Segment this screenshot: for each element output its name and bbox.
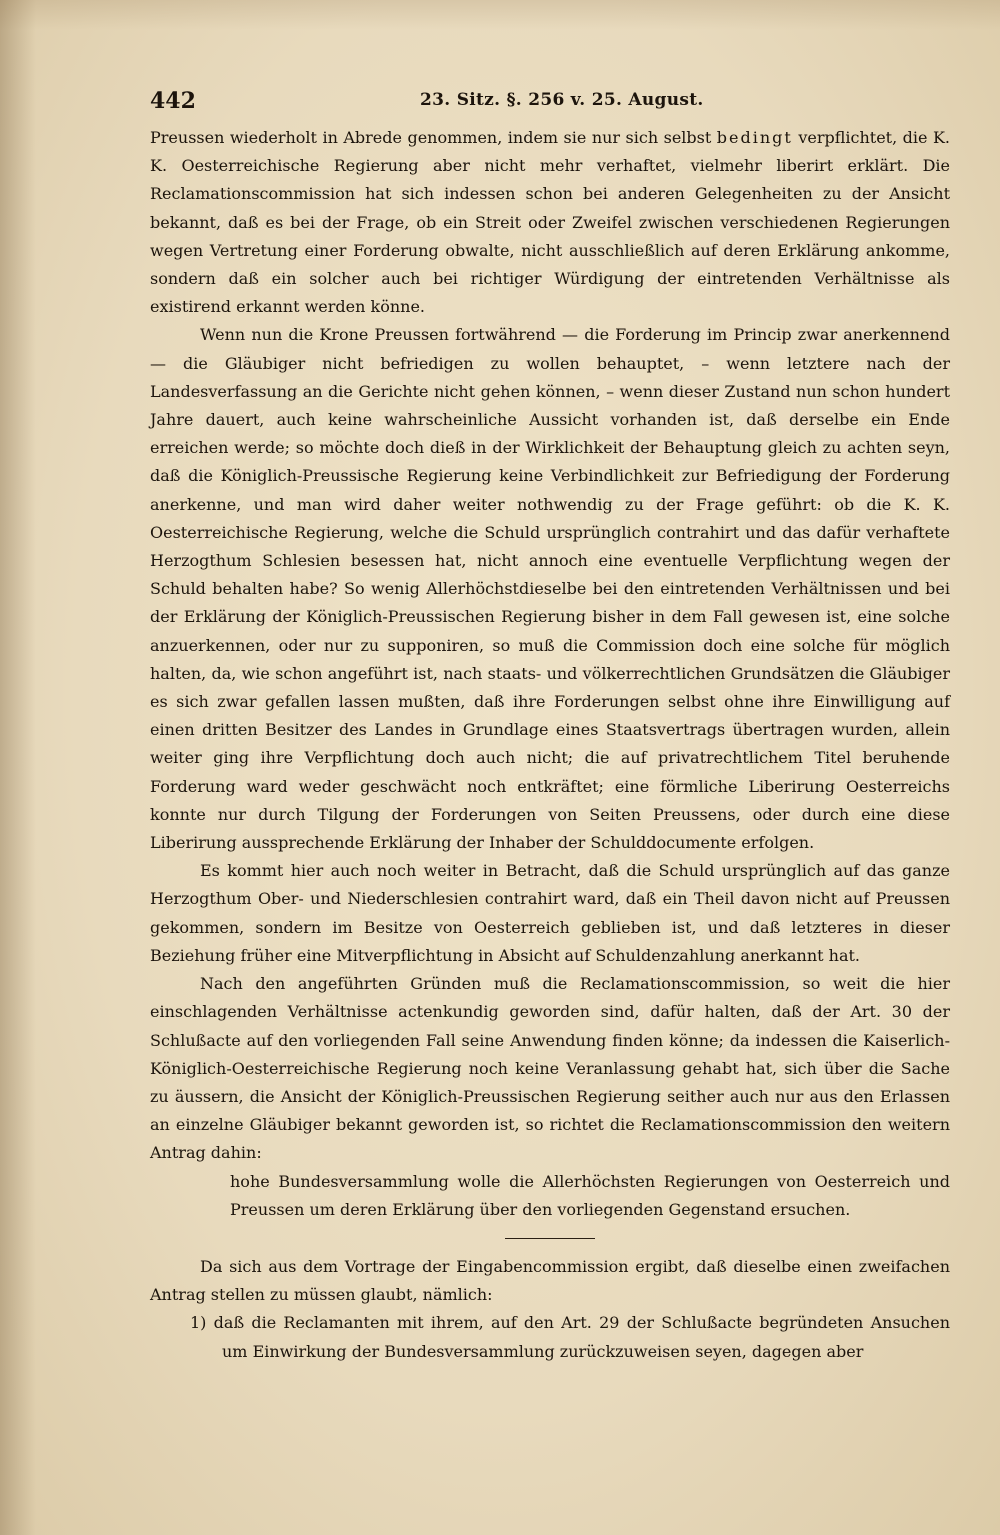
emphasis-bedingt: bedingt [716,128,793,147]
paragraph-1 [150,124,950,321]
paragraph-1-part-c: verpflichtet, die K. K. Oesterreichische Regierung aber nicht mehr verhaftet, vielmehr liberirt erklärt. Die Reclamationscommission hat sich indessen schon bei anderen Gelegenheiten zu der Ansicht bekannt, daß es bei der Frage, ob ein Streit oder Zweifel zwischen verschiedenen Regierungen wegen Vertretung einer Forderung obwalte, nicht ausschließlich auf deren Erklärung ankomme, sondern daß ein solcher auch bei richtiger Würdigung der eintretenden Verhältnisse als existirend erkannt werden könne. [150,128,951,317]
list-item-number: 1) [190,1313,207,1333]
page-top-shadow [0,0,1000,30]
paragraph-6: Da sich aus dem Vortrage der Eingabencommission ergibt, daß dieselbe einen zweifachen Antrag stellen zu müssen glaubt, nämlich: [150,1256,950,1305]
paragraph-4: Nach den angeführten Gründen muß die Reclamationscommission, so weit die hier einschlagenden Verhältnisse actenkundig geworden sind, dafür halten, daß der Art. 30 der Schlußacte auf den vorliegenden Fall seine Anwendung finden könne; da indessen die Kaiserlich-Königlich-Oesterreichische Regierung noch keine Veranlassung gehabt hat, sich über die Sache zu äussern, die Ansicht der Königlich-Preussischen Regierung seither auch nur aus den Erlassen an einzelne Gläubiger bekannt geworden ist, so richtet die Reclamationscommission den weitern Antrag dahin: [150,974,950,1163]
section-divider [505,1238,595,1239]
list-item-1 [150,1309,950,1365]
resolution-paragraph: hohe Bundesversammlung wolle die Allerhöchsten Regierungen von Oesterreich und Preussen um deren Erklärung über den vorliegenden Gegenstand ersuchen. [230,1171,950,1219]
paragraph-3: Es kommt hier auch noch weiter in Betracht, daß die Schuld ursprünglich auf das ganze Herzogthum Ober- und Niederschlesien contrahirt ward, daß ein Theil davon nicht auf Preussen gekommen, sondern im Besitze von Oesterreich geblieben ist, und daß letzteres in dieser Beziehung früher eine Mitverpflichtung in Absicht auf Schuldenzahlung anerkannt hat. [150,861,950,965]
body-text [150,124,950,1366]
page-edge-shadow [0,0,36,1535]
page-number: 442 [150,88,196,114]
page-header [150,88,948,118]
paragraph-1-part-a: Preussen wiederholt in Abrede genommen, indem sie nur sich selbst [150,128,712,147]
running-head: 23. Sitz. §. 256 v. 25. August. [420,90,704,110]
paragraph-2: Wenn nun die Krone Preussen fortwährend — die Forderung im Princip zwar anerkennend — die Gläubiger nicht befriedigen zu wollen behauptet, – wenn letztere nach der Landesverfassung an die Gerichte nicht gehen können, – wenn dieser Zustand nun schon hundert Jahre dauert, auch keine wahrscheinliche Aussicht vorhanden ist, daß derselbe ein Ende erreichen werde; so möchte doch dieß in der Wirklichkeit der Behauptung gleich zu achten seyn, daß die Königlich-Preussische Regierung keine Verbindlichkeit zur Befriedigung der Forderung anerkenne, und man wird daher weiter nothwendig zu der Frage geführt: ob die K. K. Oesterreichische Regierung, welche die Schuld ursprünglich contrahirt und das dafür verhaftete Herzogthum Schlesien besessen hat, nicht annoch eine eventuelle Verpflichtung wegen der Schuld behalten habe? So wenig Allerhöchstdieselbe bei den eintretenden Verhältnissen und bei der Erklärung der Königlich-Preussischen Regierung bisher in dem Fall gewesen ist, eine solche anzuerkennen, oder nur zu supponiren, so muß die Commission doch eine solche für möglich halten, da, wie schon angeführt ist, nach staats- und völkerrechtlichen Grundsätzen die Gläubiger es sich zwar gefallen lassen mußten, daß ihre Forderungen selbst ohne ihre Einwilligung auf einen dritten Besitzer des Landes in Grundlage eines Staatsvertrags übertragen wurden, allein weiter ging ihre Verpflichtung doch auch nicht; die auf privatrechtlichem Titel beruhende Forderung ward weder geschwächt noch entkräftet; eine förmliche Liberirung Oesterreichs konnte nur durch Tilgung der Forderungen von Seiten Preussens, oder durch eine diese Liberirung aussprechende Erklärung der Inhaber der Schulddocumente erfolgen. [150,325,950,853]
list-item-text: daß die Reclamanten mit ihrem, auf den Art. 29 der Schlußacte begründeten Ansuchen um Einwirkung der Bundesversammlung zurückzuweisen seyen, dagegen aber [213,1313,951,1361]
